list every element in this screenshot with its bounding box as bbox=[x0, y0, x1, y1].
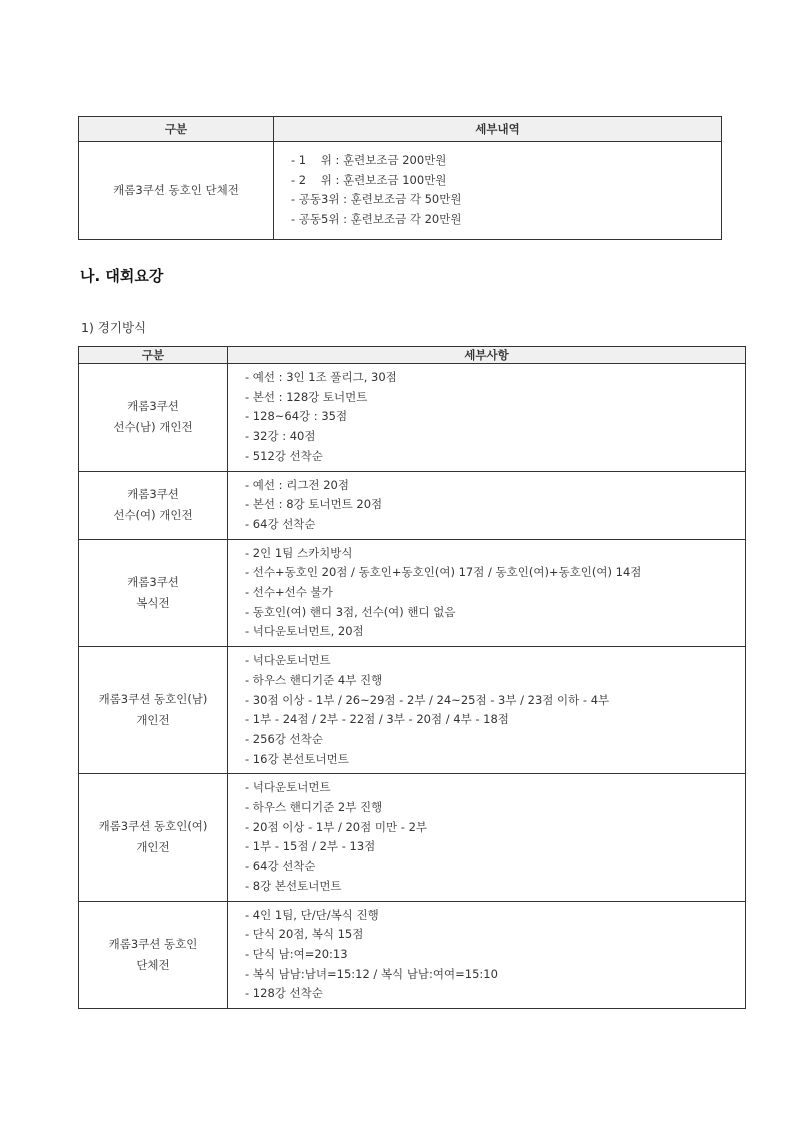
category-line: 캐롬3쿠션 동호인 bbox=[108, 936, 198, 951]
detail-line: - 2 위 : 훈련보조금 100만원 bbox=[291, 172, 447, 187]
detail-line: - 512강 선착순 bbox=[245, 448, 323, 463]
row-category bbox=[79, 647, 228, 774]
category-line: 캐롬3쿠션 bbox=[127, 487, 179, 502]
header-details: 세부내역 bbox=[274, 117, 722, 142]
table-row bbox=[79, 142, 722, 240]
category-line: 복식전 bbox=[136, 595, 170, 610]
detail-line: - 선수+동호인 20점 / 동호인+동호인(여) 17점 / 동호인(여)+동호인(여) 14점 bbox=[245, 565, 642, 580]
detail-line: - 128~64강 : 35점 bbox=[245, 409, 348, 424]
row-details bbox=[228, 471, 746, 539]
row-category: 캐롬3쿠션 동호인 단체전 bbox=[79, 142, 274, 240]
row-details bbox=[228, 647, 746, 774]
detail-line: - 64강 선착순 bbox=[245, 859, 316, 874]
detail-line: - 하우스 핸디기준 2부 진행 bbox=[245, 800, 383, 815]
row-category bbox=[79, 364, 228, 472]
row-category bbox=[79, 901, 228, 1009]
rules-table-header bbox=[79, 347, 746, 364]
category-line: 선수(여) 개인전 bbox=[113, 508, 193, 523]
table-row bbox=[79, 364, 746, 472]
row-category bbox=[79, 539, 228, 647]
detail-line: - 복식 남남:남녀=15:12 / 복식 남남:여여=15:10 bbox=[245, 966, 498, 981]
detail-line: - 1부 - 24점 / 2부 - 22점 / 3부 - 20점 / 4부 - 18점 bbox=[245, 712, 509, 727]
detail-line: - 1 위 : 훈련보조금 200만원 bbox=[291, 153, 447, 167]
category-line: 캐롬3쿠션 동호인(남) bbox=[98, 692, 208, 707]
table-row bbox=[79, 471, 746, 539]
detail-line: - 공동5위 : 훈련보조금 각 20만원 bbox=[291, 212, 462, 227]
detail-line: - 동호인(여) 핸디 3점, 선수(여) 핸디 없음 bbox=[245, 604, 456, 619]
category-line: 캐롬3쿠션 동호인(여) bbox=[98, 819, 208, 834]
category-line: 개인전 bbox=[136, 840, 170, 855]
detail-line: - 1부 - 15점 / 2부 - 13점 bbox=[245, 839, 376, 854]
detail-line: - 128강 선착순 bbox=[245, 986, 323, 1001]
detail-line: - 하우스 핸디기준 4부 진행 bbox=[245, 672, 383, 687]
category-line: 캐롬3쿠션 bbox=[127, 399, 179, 414]
table-row bbox=[79, 539, 746, 647]
prize-table-header bbox=[79, 117, 722, 142]
header-details: 세부사항 bbox=[228, 347, 746, 364]
category-line: 캐롬3쿠션 bbox=[127, 574, 179, 589]
section-heading: 나. 대회요강 bbox=[80, 267, 164, 285]
rules-table bbox=[78, 346, 746, 1009]
detail-line: - 넉다운토너먼트 bbox=[245, 780, 331, 795]
table-row bbox=[79, 774, 746, 901]
section-subheading: 1) 경기방식 bbox=[81, 320, 147, 335]
detail-line: - 예선 : 3인 1조 풀리그, 30점 bbox=[245, 370, 397, 384]
detail-line: - 넉다운토너먼트, 20점 bbox=[245, 624, 364, 639]
row-category bbox=[79, 774, 228, 901]
detail-line: - 2인 1팀 스카치방식 bbox=[245, 545, 353, 560]
row-details bbox=[228, 901, 746, 1009]
row-details bbox=[228, 774, 746, 901]
detail-line: - 256강 선착순 bbox=[245, 731, 323, 746]
detail-line: - 16강 본선토너먼트 bbox=[245, 751, 349, 766]
detail-line: - 선수+선수 불가 bbox=[245, 585, 333, 600]
category-line: 개인전 bbox=[136, 713, 170, 728]
row-category bbox=[79, 471, 228, 539]
detail-line: - 4인 1팀, 단/단/복식 진행 bbox=[245, 907, 379, 922]
detail-line: - 20점 이상 - 1부 / 20점 미만 - 2부 bbox=[245, 819, 427, 834]
row-details bbox=[228, 364, 746, 472]
header-category: 구분 bbox=[79, 117, 274, 142]
category-line: 단체전 bbox=[136, 957, 170, 972]
detail-line: - 넉다운토너먼트 bbox=[245, 653, 331, 668]
category-line: 선수(남) 개인전 bbox=[113, 420, 193, 435]
row-details bbox=[228, 539, 746, 647]
detail-line: - 본선 : 8강 토너먼트 20점 bbox=[245, 497, 383, 512]
table-row bbox=[79, 647, 746, 774]
detail-line: - 공동3위 : 훈련보조금 각 50만원 bbox=[291, 192, 462, 207]
detail-line: - 8강 본선토너먼트 bbox=[245, 878, 342, 893]
table-row bbox=[79, 901, 746, 1009]
detail-line: - 32강 : 40점 bbox=[245, 429, 316, 444]
detail-line: - 예선 : 리그전 20점 bbox=[245, 477, 349, 492]
detail-line: - 단식 20점, 복식 15점 bbox=[245, 927, 364, 942]
prize-table bbox=[78, 116, 722, 240]
detail-line: - 본선 : 128강 토너먼트 bbox=[245, 389, 368, 404]
detail-line: - 64강 선착순 bbox=[245, 516, 316, 531]
row-details bbox=[274, 142, 722, 240]
header-category: 구분 bbox=[79, 347, 228, 364]
detail-line: - 단식 남:여=20:13 bbox=[245, 946, 348, 961]
detail-line: - 30점 이상 - 1부 / 26~29점 - 2부 / 24~25점 - 3부 / 23점 이하 - 4부 bbox=[245, 692, 610, 707]
